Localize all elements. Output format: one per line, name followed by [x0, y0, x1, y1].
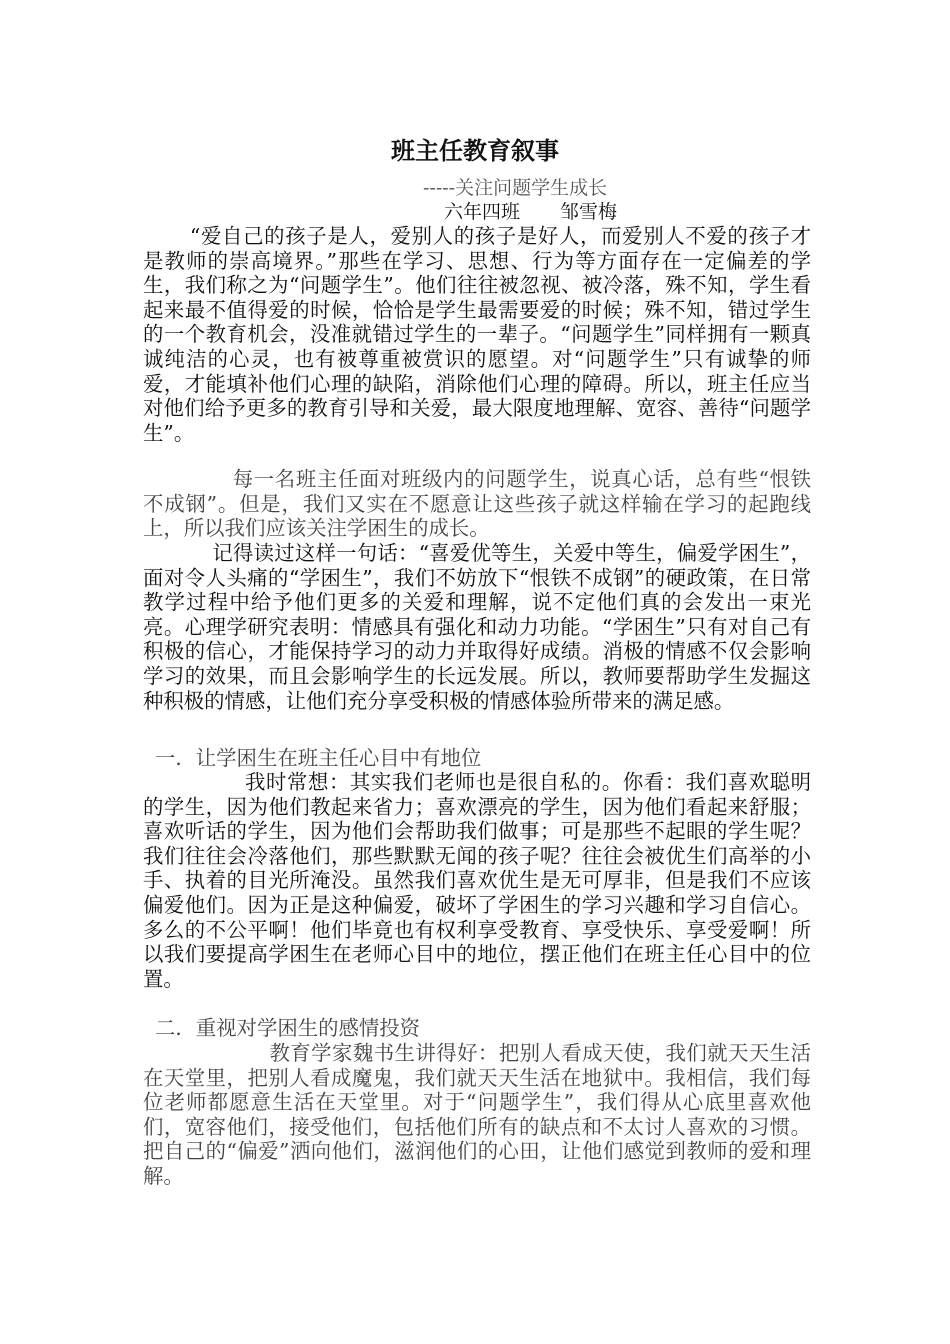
intro-paragraph: “爱自己的孩子是人，爱别人的孩子是好人，而爱别人不爱的孩子才是教师的崇高境界。”那些在学习、思想、行为等方面存在一定偏差的学生，我们称之为“问题学生”。他们往往被忽视、被冷落，殊不知，学生看起来最不值得爱的时候，恰恰是学生最需要爱的时候；殊不知，错过学生的一个教育机会，没准就错过学生的一辈子。“问题学生”同样拥有一颗真诚纯洁的心灵，也有被尊重被赏识的愿望。对“问题学生”只有诚挚的师爱，才能填补他们心理的缺陷，消除他们心理的障碍。所以，班主任应当对他们给予更多的教育引导和关爱，最大限度地理解、宽容、善待“问题学生”。 — [143, 224, 811, 445]
section-heading-1: 一．让学困生在班主任心目中有地位 — [155, 746, 482, 770]
section-heading-2: 二．重视对学困生的感情投资 — [155, 1016, 421, 1040]
author-line — [444, 200, 617, 224]
body-paragraph-1: 每一名班主任面对班级内的问题学生，说真心话，总有些“恨铁不成钢”。但是，我们又实在不愿意让这些孩子就这样输在学习的起跑线上，所以我们应该关注学困生的成长。 — [143, 467, 811, 541]
author-class: 六年四班 — [444, 201, 521, 223]
author-name: 邹雪梅 — [560, 201, 618, 223]
body-paragraph-3: 我时常想：其实我们老师也是很自私的。你看：我们喜欢聪明的学生，因为他们教起来省力；喜欢漂亮的学生，因为他们看起来舒服；喜欢听话的学生，因为他们会帮助我们做事；可是那些不起眼的学生呢？我们往往会冷落他们，那些默默无闻的孩子呢？往往会被优生们高举的小手、执着的目光所淹没。虽然我们喜欢优生是无可厚非，但是我们不应该偏爱他们。因为正是这种偏爱，破坏了学困生的学习兴趣和学习自信心。多么的不公平啊！他们毕竟也有权利享受教育、享受快乐、享受爱啊！所以我们要提高学困生在老师心目中的地位，摆正他们在班主任心目中的位置。 — [143, 770, 811, 991]
body-paragraph-2: 记得读过这样一句话：“喜爱优等生，关爱中等生，偏爱学困生”，面对令人头痛的“学困生”，我们不妨放下“恨铁不成钢”的硬政策，在日常教学过程中给予他们更多的关爱和理解，说不定他们真的会发出一束光亮。心理学研究表明：情感具有强化和动力功能。“学困生”只有对自己有积极的信心，才能保持学习的动力并取得好成绩。消极的情感不仅会影响学习的效果，而且会影响学生的长远发展。所以，教师要帮助学生发掘这种积极的情感，让他们充分享受积极的情感体验所带来的满足感。 — [143, 541, 811, 713]
document-subtitle: -----关注问题学生成长 — [423, 177, 608, 199]
body-paragraph-4: 教育学家魏书生讲得好：把别人看成天使，我们就天天生活在天堂里，把别人看成魔鬼，我们就天天生活在地狱中。我相信，我们每位老师都愿意生活在天堂里。对于“问题学生”，我们得从心底里喜欢他们，宽容他们，接受他们，包括他们所有的缺点和不太讨人喜欢的习惯。把自己的“偏爱”洒向他们，滋润他们的心田，让他们感觉到教师的爱和理解。 — [143, 1041, 811, 1188]
document-title: 班主任教育叙事 — [391, 137, 559, 165]
